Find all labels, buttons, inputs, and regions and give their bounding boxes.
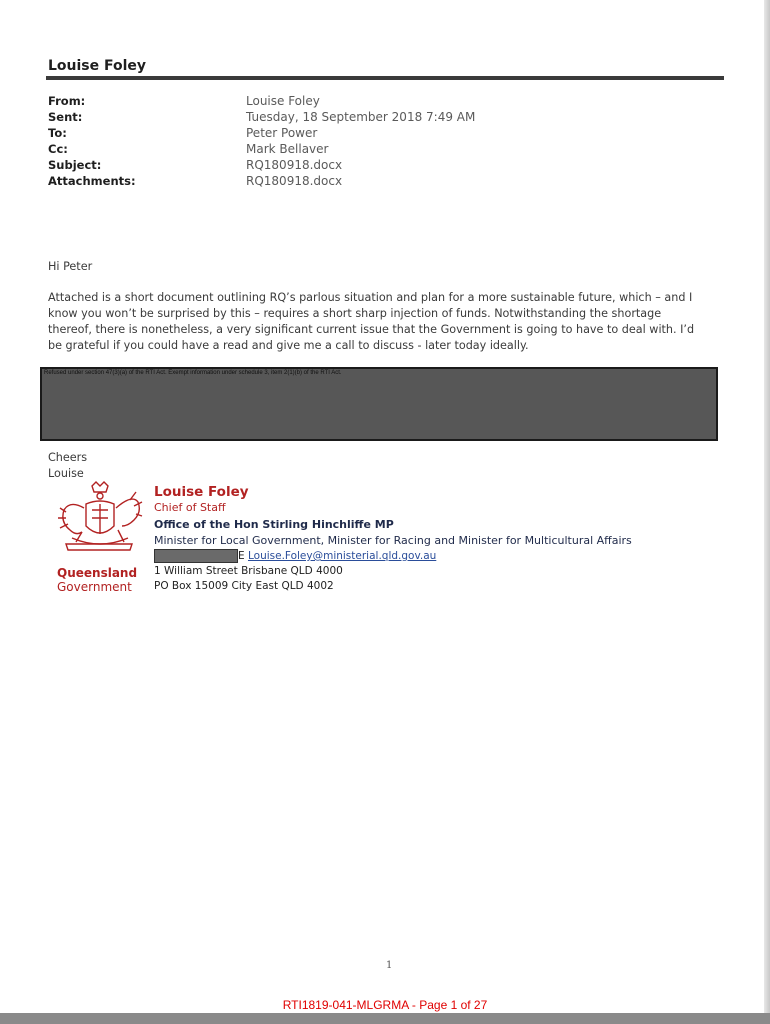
scan-edge-right xyxy=(764,0,770,1013)
footer-reference: RTI1819-041-MLGRMA - Page 1 of 27 xyxy=(282,998,488,1012)
closing xyxy=(48,450,87,482)
sent-label: Sent: xyxy=(48,110,83,124)
attachment-link[interactable]: RQ180918.docx xyxy=(246,174,343,188)
to-label: To: xyxy=(48,126,67,140)
closing-cheers: Cheers xyxy=(48,451,88,464)
signature-pobox: PO Box 15009 City East QLD 4002 xyxy=(154,580,334,592)
email-link[interactable]: Louise.Foley@ministerial.qld.gov.au xyxy=(247,550,437,562)
sent-value: Tuesday, 18 September 2018 7:49 AM xyxy=(246,110,476,124)
email-prefix: E xyxy=(238,550,245,562)
header-rule xyxy=(46,76,724,80)
signature-role: Chief of Staff xyxy=(154,501,226,514)
subject-value: RQ180918.docx xyxy=(246,158,343,172)
paragraph-line: be grateful if you could have a read and give me a call to discuss - later today ideally. xyxy=(48,339,529,352)
phone-redaction xyxy=(154,549,238,563)
closing-name: Louise xyxy=(48,467,84,480)
logo-word-queensland: Queensland xyxy=(57,566,138,580)
to-value: Peter Power xyxy=(246,126,318,140)
signature-office: Office of the Hon Stirling Hinchliffe MP xyxy=(154,518,394,531)
from-label: From: xyxy=(48,94,86,108)
attachments-label: Attachments: xyxy=(48,174,136,188)
paragraph-line: thereof, there is nonetheless, a very significant current issue that the Government is going to have to deal with. I’d xyxy=(48,323,695,336)
signature-contact xyxy=(154,549,436,563)
subject-label: Subject: xyxy=(48,158,102,172)
queensland-crest-icon xyxy=(52,480,144,566)
signature-minister-title: Minister for Local Government, Minister for Racing and Minister for Multicultural Affairs xyxy=(154,534,632,547)
signature-name: Louise Foley xyxy=(154,484,249,500)
cc-label: Cc: xyxy=(48,142,68,156)
from-value: Louise Foley xyxy=(246,94,320,108)
greeting: Hi Peter xyxy=(48,260,93,273)
redaction-note: Refused under section 47(3)(a) of the RTI Act. Exempt information under schedule 3, item 2(1)(b) of the RTI Act. xyxy=(44,370,342,376)
scan-edge-bottom xyxy=(0,1013,770,1024)
body-paragraph xyxy=(48,290,708,354)
redaction-block xyxy=(40,367,718,441)
cc-value: Mark Bellaver xyxy=(246,142,329,156)
page-number: 1 xyxy=(386,960,393,971)
paragraph-line: know you won’t be surprised by this – requires a short sharp injection of funds. Notwithstanding the shortage xyxy=(48,307,662,320)
logo-word-government: Government xyxy=(57,580,132,594)
header-sender-name: Louise Foley xyxy=(48,58,147,74)
paragraph-line: Attached is a short document outlining RQ’s parlous situation and plan for a more sustainable future, which – and I xyxy=(48,291,693,304)
signature-address: 1 William Street Brisbane QLD 4000 xyxy=(154,565,343,577)
